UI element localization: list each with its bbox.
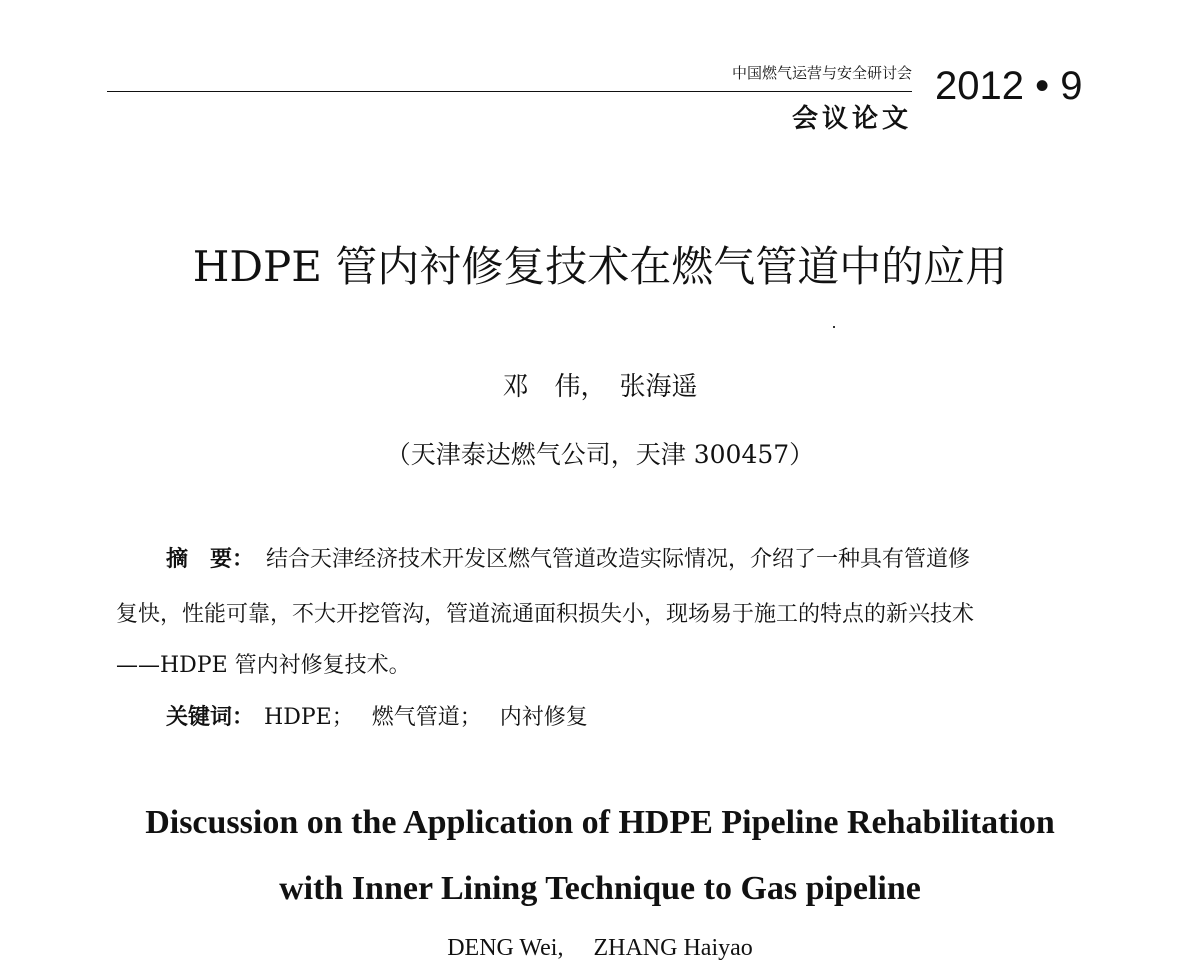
authors-chinese: 邓 伟， 张海遥 (502, 372, 698, 402)
abstract-line-3: ——HDPE 管内衬修复技术。 (116, 653, 411, 678)
keyword-2: 燃气管道； (371, 705, 482, 730)
abstract-line-1 (116, 542, 1084, 573)
meeting-name: 中国燃气运营与安全研讨会 (731, 64, 912, 82)
paper-type: 会议论文 (791, 104, 912, 134)
keywords-line (116, 700, 1084, 731)
keyword-3: 内衬修复 (499, 705, 588, 730)
affiliation: （天津泰达燃气公司，天津 300457） (385, 440, 815, 469)
scan-speck (833, 326, 835, 328)
abstract-label: 摘 要： (166, 547, 255, 572)
title-chinese: HDPE 管内衬修复技术在燃气管道中的应用 (192, 242, 1008, 291)
title-english-line-1: Discussion on the Application of HDPE Pipeline Rehabilitation (145, 804, 1055, 841)
title-english-line-2: with Inner Lining Technique to Gas pipeline (279, 870, 921, 907)
issue-date: 2012 • 9 (935, 64, 1083, 108)
header-rule (107, 91, 912, 92)
abstract-line-2: 复快，性能可靠，不大开挖管沟，管道流通面积损失小，现场易于施工的特点的新兴技术 (116, 602, 975, 627)
keywords-label: 关键词： (166, 705, 255, 730)
authors-english: DENG Wei, ZHANG Haiyao (447, 935, 753, 961)
abstract-text-1: 结合天津经济技术开发区燃气管道改造实际情况，介绍了一种具有管道修 (266, 547, 971, 572)
keyword-1: HDPE； (264, 705, 354, 730)
